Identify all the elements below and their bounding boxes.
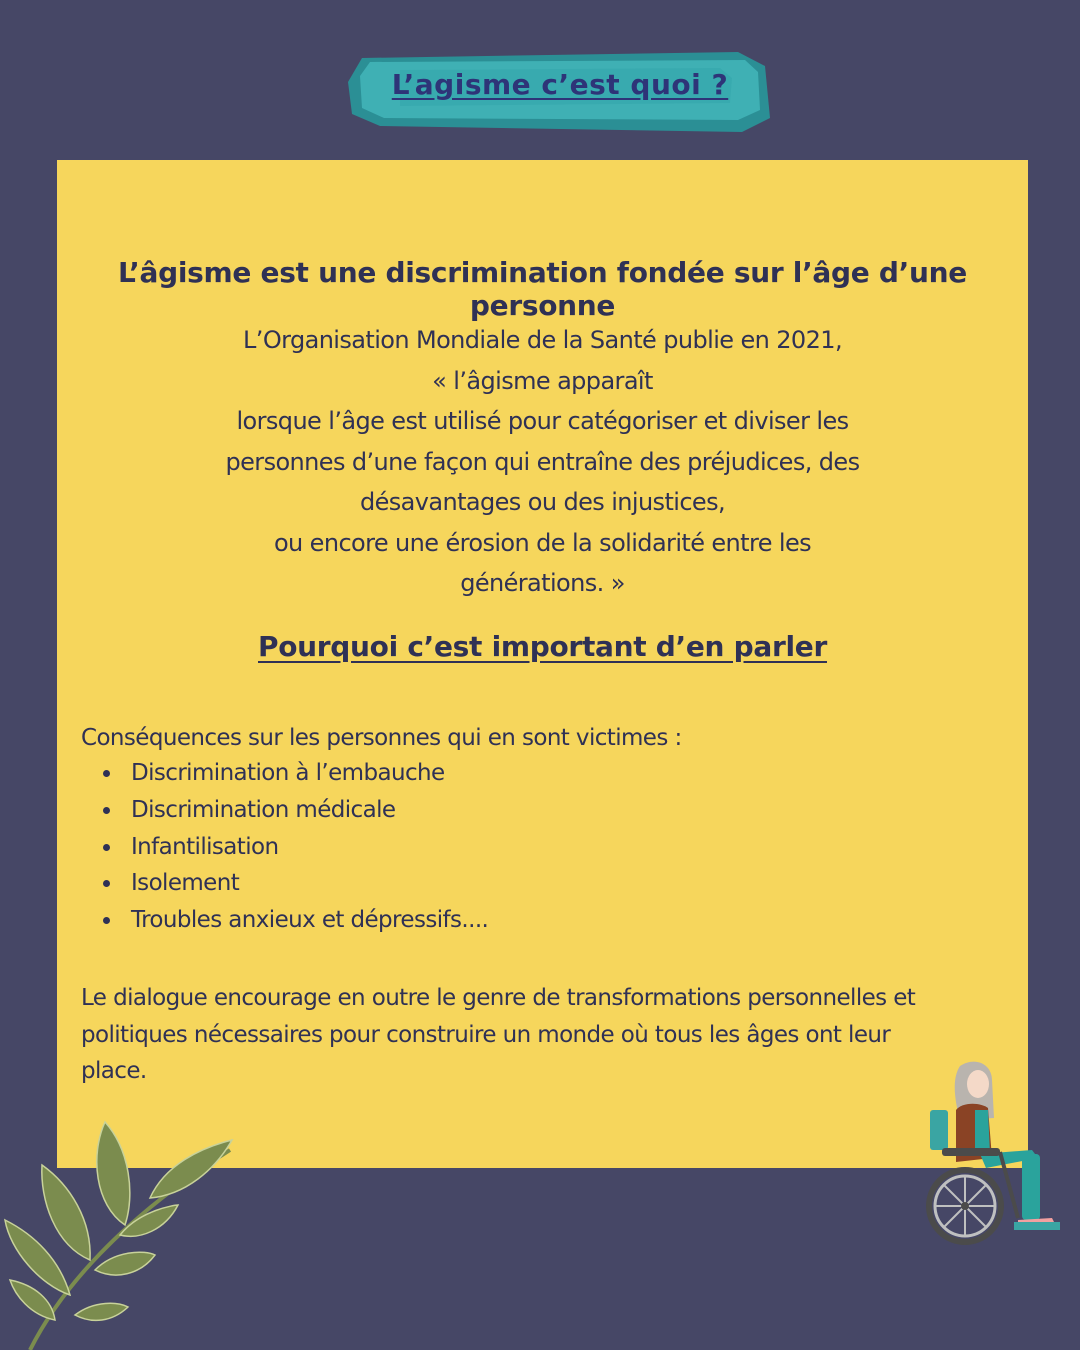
- list-item: Isolement: [81, 865, 1001, 902]
- leafy-branch-icon: [0, 1110, 240, 1350]
- quote-line: ou encore une érosion de la solidarité entre les: [273, 528, 812, 557]
- closing-line: Le dialogue encourage en outre le genre de transformations personnelles et: [81, 985, 916, 1011]
- bullet-icon: [103, 917, 110, 924]
- quote-line: désavantages ou des injustices,: [359, 488, 726, 516]
- elderly-woman-wheelchair-icon: [920, 1058, 1060, 1248]
- content-card: [57, 160, 1028, 1168]
- closing-line: place.: [81, 1058, 147, 1084]
- consequences-list: [81, 755, 1001, 939]
- consequences-intro: Conséquences sur les personnes qui en sont victimes :: [81, 725, 682, 751]
- list-item: Discrimination médicale: [81, 792, 1001, 829]
- closing-line: politiques nécessaires pour construire un monde où tous les âges ont leur: [81, 1021, 891, 1048]
- closing-paragraph: [81, 980, 1001, 1090]
- consequences-section: [81, 723, 1001, 939]
- list-item: Discrimination à l’embauche: [81, 755, 1001, 792]
- quote-line: lorsque l’âge est utilisé pour catégoriser et diviser les: [236, 407, 849, 435]
- page-title: L’agisme c’est quoi ?: [391, 68, 729, 101]
- bullet-icon: [103, 770, 110, 777]
- quote-line: générations. »: [460, 569, 625, 597]
- quote-line: personnes d’une façon qui entraîne des préjudices, des: [225, 447, 860, 476]
- definition-headline: L’âgisme est une discrimination fondée sur l’âge d’une personne: [118, 256, 967, 322]
- bullet-icon: [103, 844, 110, 851]
- section-subheading: Pourquoi c’est important d’en parler: [258, 630, 827, 663]
- bullet-icon: [103, 807, 110, 814]
- quote-line: L’Organisation Mondiale de la Santé publie en 2021,: [243, 326, 842, 354]
- title-badge: [340, 48, 780, 132]
- who-quote: [177, 320, 908, 604]
- quote-line: « l’âgisme apparaît: [432, 366, 653, 395]
- list-item: Troubles anxieux et dépressifs....: [81, 902, 1001, 939]
- list-item: Infantilisation: [81, 829, 1001, 866]
- bullet-icon: [103, 880, 110, 887]
